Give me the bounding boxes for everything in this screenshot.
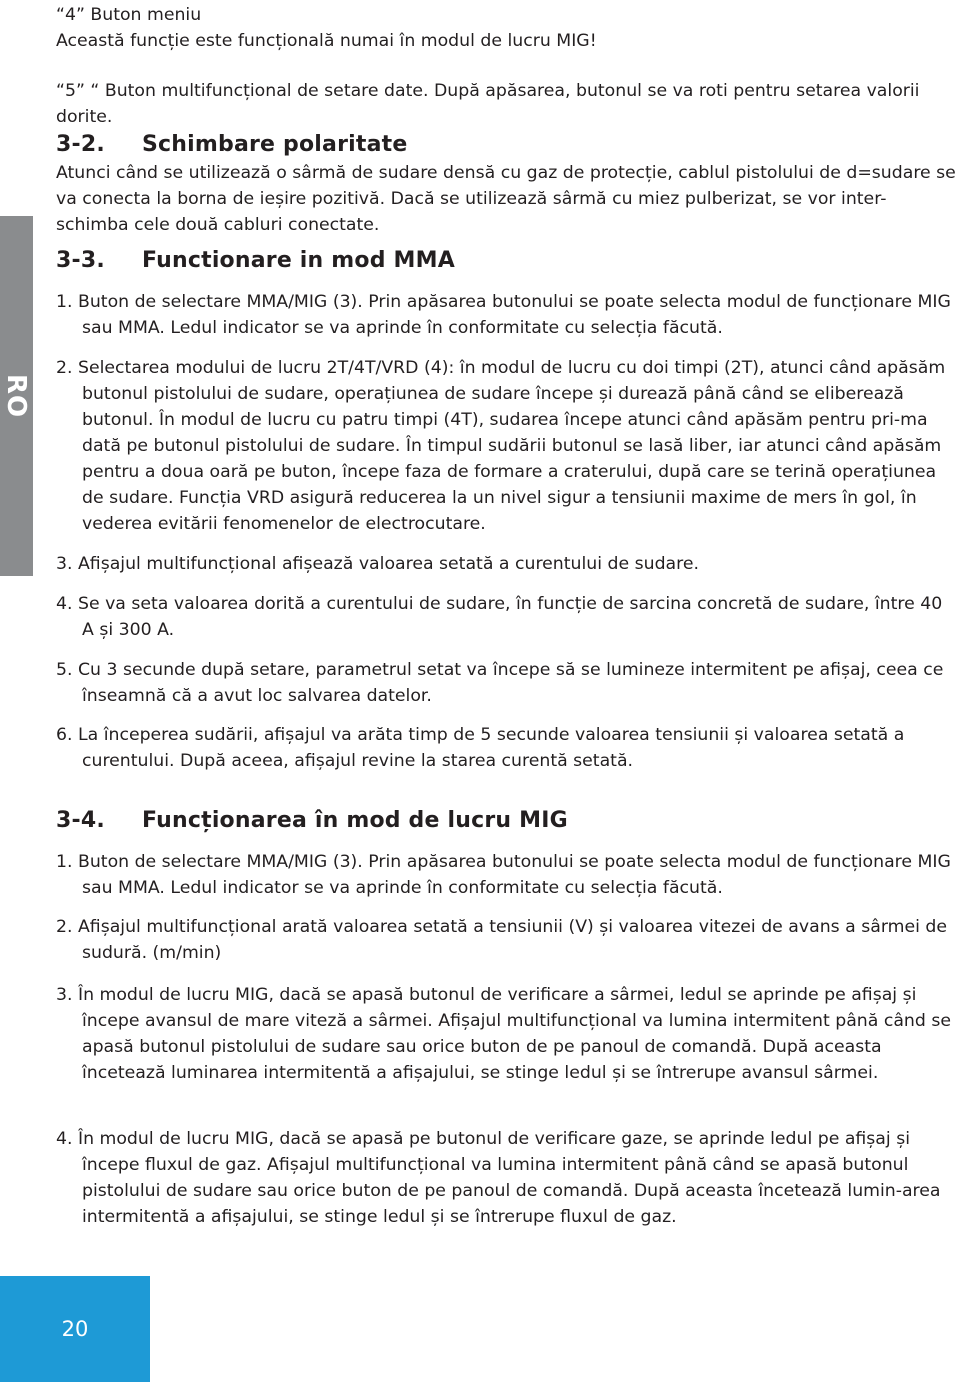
section-number: 3-4. xyxy=(56,808,105,833)
polarity-paragraph: Atunci când se utilizează o sârmă de sudare densă cu gaz de protecție, cablul pistolului de d=sudare se va conecta la borna de ieșire pozitivă. Dacă se utilizează sârmă cu miez pulberizat, se vor inter-schimba cele două cabluri conectate. xyxy=(56,163,956,235)
section-heading-3-2 xyxy=(56,131,407,159)
page-number: 20 xyxy=(61,1317,89,1341)
list-item: 4. Se va seta valoarea dorită a curentului de sudare, în funcție de sarcina concretă de sudare, între 40 A și 300 A. xyxy=(56,594,943,640)
list-item: 2. Selectarea modului de lucru 2T/4T/VRD (4): în modul de lucru cu doi timpi (2T), atunci când apăsăm butonul pistolului de sudare, operațiunea de sudare începe și durează până când se eliberează butonul. În modul de lucru cu patru timpi (4T), sudarea începe atunci când apăsăm pentru pri-ma dată pe butonul pistolului de sudare. În timpul sudării butonul se lasă liber, iar atunci când apăsăm pentru a doua oară pe buton, începe faza de formare a craterului, după care se terină operațiunea de sudare. Funcția VRD asigură reducerea la un nivel sigur a tensiunii maxime de mers în gol, în vederea evitării fenomenelor de electrocutare. xyxy=(56,358,946,534)
list-item: 5. Cu 3 secunde după setare, parametrul setat va începe să se lumineze intermitent pe afișaj, ceea ce înseamnă că a avut loc salvarea datelor. xyxy=(56,660,944,706)
menu-button-heading: “4” Buton meniu xyxy=(56,5,202,25)
section-number: 3-3. xyxy=(56,248,105,273)
language-tab-label: RO xyxy=(1,373,32,419)
section-title: Schimbare polaritate xyxy=(142,132,408,157)
list-item: 3. În modul de lucru MIG, dacă se apasă butonul de verificare a sârmei, ledul se aprinde pe afișaj și începe avansul de mare viteză a sârmei. Afișajul multifuncțional va lumina intermitent până când se apasă butonul pistolului de sudare sau orice buton de pe panoul de comandă. După aceasta încetează luminarea intermitentă a afișajului, se stinge ledul și se întrerupe avansul sârmei. xyxy=(56,985,951,1083)
section-title: Functionare in mod MMA xyxy=(142,248,455,273)
list-item: 1. Buton de selectare MMA/MIG (3). Prin apăsarea butonului se poate selecta modul de funcționare MIG sau MMA. Ledul indicator se va aprinde în conformitate cu selecția făcută. xyxy=(56,292,951,338)
multifunction-button-description: “5” “ Buton multifuncțional de setare date. După apăsarea, butonul se va roti pentru setarea valorii dorite. xyxy=(56,81,920,127)
language-tab xyxy=(0,216,33,576)
list-item: 1. Buton de selectare MMA/MIG (3). Prin apăsarea butonului se poate selecta modul de funcționare MIG sau MMA. Ledul indicator se va aprinde în conformitate cu selecția făcută. xyxy=(56,852,951,898)
section-heading-3-4 xyxy=(56,807,568,835)
list-item: 6. La începerea sudării, afișajul va arăta timp de 5 secunde valoarea tensiunii și valoarea setată a curentului. După aceea, afișajul revine la starea curentă setată. xyxy=(56,725,905,771)
list-item: 3. Afișajul multifuncțional afișează valoarea setată a curentului de sudare. xyxy=(56,554,699,574)
menu-button-note: Această funcție este funcțională numai în modul de lucru MIG! xyxy=(56,31,597,51)
section-heading-3-3 xyxy=(56,247,455,275)
list-item: 2. Afișajul multifuncțional arată valoarea setată a tensiunii (V) și valoarea vitezei de avans a sârmei de sudură. (m/min) xyxy=(56,917,947,963)
section-title: Funcționarea în mod de lucru MIG xyxy=(142,808,568,833)
list-item: 4. În modul de lucru MIG, dacă se apasă pe butonul de verificare gaze, se aprinde ledul pe afișaj și începe fluxul de gaz. Afișajul multifuncțional va lumina intermitent până când se apasă butonul pistolului de sudare sau orice buton de pe panoul de comandă. După aceasta încetează lumin-area intermitentă a afișajului, se stinge ledul și se întrerupe fluxul de gaz. xyxy=(56,1129,941,1227)
section-number: 3-2. xyxy=(56,132,105,157)
page-number-box xyxy=(0,1276,150,1382)
